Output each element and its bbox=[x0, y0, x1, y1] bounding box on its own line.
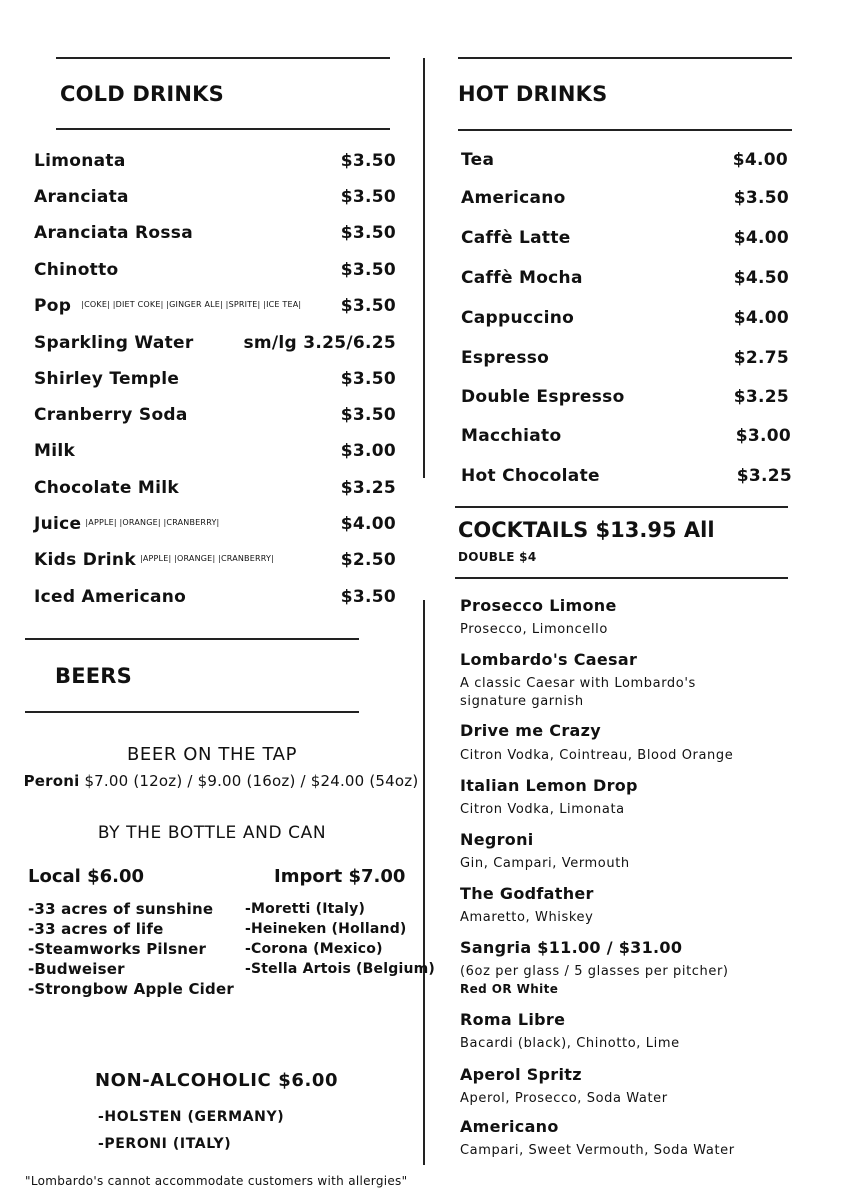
item-price: $3.25 bbox=[340, 478, 396, 498]
local-title: Local $6.00 bbox=[28, 866, 145, 887]
item-name: Caffè Mocha bbox=[461, 268, 583, 288]
item-price: $3.50 bbox=[340, 587, 396, 607]
menu-item bbox=[461, 308, 789, 328]
cocktail-description: Gin, Campari, Vermouth bbox=[460, 856, 630, 871]
item-price: $3.50 bbox=[340, 405, 396, 425]
list-item: -Moretti (Italy) bbox=[245, 901, 366, 917]
item-price: $3.50 bbox=[340, 223, 396, 243]
cocktail-name: Drive me Crazy bbox=[460, 721, 601, 740]
item-price: $3.50 bbox=[340, 151, 396, 171]
import-title: Import $7.00 bbox=[274, 866, 406, 887]
tap-brand: Peroni bbox=[23, 772, 80, 790]
cocktail-name: Sangria $11.00 / $31.00 bbox=[460, 938, 683, 957]
cold-drinks-bottom-rule bbox=[56, 128, 390, 130]
column-divider-top bbox=[423, 58, 425, 478]
item-price: $3.50 bbox=[340, 369, 396, 389]
column-divider-bottom bbox=[423, 600, 425, 1165]
cocktail-name: Aperol Spritz bbox=[460, 1065, 582, 1084]
item-options: |APPLE| |ORANGE| |CRANBERRY| bbox=[85, 518, 220, 527]
item-name: Macchiato bbox=[461, 426, 562, 446]
item-price: $3.50 bbox=[340, 296, 396, 316]
beers-title: BEERS bbox=[55, 664, 132, 688]
item-name: Hot Chocolate bbox=[461, 466, 600, 486]
item-name: Limonata bbox=[34, 151, 126, 171]
cocktail-name: Lombardo's Caesar bbox=[460, 650, 638, 669]
menu-item bbox=[34, 151, 396, 171]
list-item: -PERONI (ITALY) bbox=[98, 1136, 232, 1152]
local-beer-list bbox=[28, 899, 234, 999]
item-price: $3.25 bbox=[736, 466, 792, 486]
menu-item bbox=[34, 550, 396, 570]
menu-item bbox=[461, 188, 789, 208]
cocktail-description: Prosecco, Limoncello bbox=[460, 622, 608, 637]
cocktail-description: (6oz per glass / 5 glasses per pitcher) bbox=[460, 964, 729, 979]
hot-drinks-title: HOT DRINKS bbox=[458, 82, 608, 106]
cocktail-description: Bacardi (black), Chinotto, Lime bbox=[460, 1036, 680, 1051]
import-beer-list bbox=[245, 899, 435, 979]
list-item: -Stella Artois (Belgium) bbox=[245, 961, 435, 977]
cocktail-name: Italian Lemon Drop bbox=[460, 776, 638, 795]
item-name: Iced Americano bbox=[34, 587, 187, 607]
item-price: $4.00 bbox=[732, 150, 788, 170]
cocktail-description: Citron Vodka, Limonata bbox=[460, 802, 625, 817]
cocktail-name: The Godfather bbox=[460, 884, 594, 903]
cocktail-name: Americano bbox=[460, 1117, 559, 1136]
item-price: $4.00 bbox=[340, 514, 396, 534]
list-item: -Corona (Mexico) bbox=[245, 941, 383, 957]
item-name: Chocolate Milk bbox=[34, 478, 179, 498]
menu-item bbox=[34, 369, 396, 389]
menu-item bbox=[461, 426, 791, 446]
tap-prices-line bbox=[22, 772, 420, 790]
list-item: -Steamworks Pilsner bbox=[28, 940, 207, 958]
item-name: Cranberry Soda bbox=[34, 405, 188, 425]
item-name: Milk bbox=[34, 441, 76, 461]
item-name: Cappuccino bbox=[461, 308, 575, 328]
item-price: $3.00 bbox=[340, 441, 396, 461]
item-price: sm/lg 3.25/6.25 bbox=[243, 333, 396, 353]
hot-drinks-bottom-rule bbox=[458, 129, 792, 131]
item-name: Double Espresso bbox=[461, 387, 625, 407]
cocktail-description: Campari, Sweet Vermouth, Soda Water bbox=[460, 1143, 735, 1158]
cold-drinks-top-rule bbox=[56, 57, 390, 59]
menu-item bbox=[461, 387, 789, 407]
menu-item bbox=[461, 348, 789, 368]
item-price: $3.50 bbox=[733, 188, 789, 208]
item-price: $4.00 bbox=[733, 228, 789, 248]
item-name: Aranciata bbox=[34, 187, 129, 207]
cocktail-name: Prosecco Limone bbox=[460, 596, 617, 615]
menu-item bbox=[34, 514, 396, 534]
cocktails-title: COCKTAILS $13.95 All bbox=[458, 518, 715, 542]
item-name: Caffè Latte bbox=[461, 228, 571, 248]
list-item: -33 acres of sunshine bbox=[28, 900, 214, 918]
menu-item bbox=[34, 260, 396, 280]
cocktails-bottom-rule bbox=[455, 577, 788, 579]
item-name: Tea bbox=[461, 150, 495, 170]
hot-drinks-top-rule bbox=[458, 57, 792, 59]
cocktail-description: Aperol, Prosecco, Soda Water bbox=[460, 1091, 668, 1106]
non-alcoholic-list bbox=[98, 1104, 284, 1158]
item-name: Sparkling Water bbox=[34, 333, 194, 353]
tap-title: BEER ON THE TAP bbox=[126, 744, 298, 765]
menu-item bbox=[34, 587, 396, 607]
menu-item bbox=[34, 405, 396, 425]
menu-item bbox=[461, 150, 788, 170]
cocktail-description: A classic Caesar with Lombardo's signature garnish bbox=[460, 676, 696, 709]
menu-item bbox=[461, 466, 792, 486]
item-price: $3.50 bbox=[340, 260, 396, 280]
menu-item bbox=[34, 223, 396, 243]
beers-top-rule bbox=[25, 638, 359, 640]
item-options: |COKE| |DIET COKE| |GINGER ALE| |SPRITE| |ICE TEA| bbox=[81, 300, 302, 309]
item-name: Espresso bbox=[461, 348, 550, 368]
list-item: -33 acres of life bbox=[28, 920, 164, 938]
item-price: $2.50 bbox=[340, 550, 396, 570]
cocktail-description: Amaretto, Whiskey bbox=[460, 910, 594, 925]
cocktail-name: Negroni bbox=[460, 830, 534, 849]
tap-prices: $7.00 (12oz) / $9.00 (16oz) / $24.00 (54oz) bbox=[84, 772, 419, 790]
menu-item bbox=[34, 478, 396, 498]
list-item: -Budweiser bbox=[28, 960, 125, 978]
non-alcoholic-title: NON-ALCOHOLIC $6.00 bbox=[95, 1070, 339, 1091]
menu-item bbox=[34, 296, 396, 316]
menu-item bbox=[461, 268, 789, 288]
beers-bottom-rule bbox=[25, 711, 359, 713]
item-name: Pop bbox=[34, 296, 72, 316]
item-name: Aranciata Rossa bbox=[34, 223, 193, 243]
allergy-disclaimer: "Lombardo's cannot accommodate customers with allergies" bbox=[25, 1174, 408, 1188]
item-name: Juice bbox=[34, 514, 82, 534]
item-name: Kids Drink bbox=[34, 550, 136, 570]
list-item: -Heineken (Holland) bbox=[245, 921, 407, 937]
cocktail-description: Citron Vodka, Cointreau, Blood Orange bbox=[460, 748, 734, 763]
menu-item bbox=[461, 228, 789, 248]
item-name: Shirley Temple bbox=[34, 369, 180, 389]
item-price: $4.50 bbox=[733, 268, 789, 288]
item-price: $4.00 bbox=[733, 308, 789, 328]
item-price: $2.75 bbox=[733, 348, 789, 368]
list-item: -Strongbow Apple Cider bbox=[28, 980, 234, 998]
menu-item bbox=[34, 333, 396, 353]
item-price: $3.50 bbox=[340, 187, 396, 207]
item-name: Chinotto bbox=[34, 260, 119, 280]
item-options: |APPLE| |ORANGE| |CRANBERRY| bbox=[139, 554, 274, 563]
cocktails-top-rule bbox=[455, 506, 788, 508]
cocktail-name: Roma Libre bbox=[460, 1010, 566, 1029]
item-price: $3.25 bbox=[733, 387, 789, 407]
item-name: Americano bbox=[461, 188, 566, 208]
item-price: $3.00 bbox=[735, 426, 791, 446]
menu-item bbox=[34, 187, 396, 207]
cold-drinks-title: COLD DRINKS bbox=[60, 82, 224, 106]
bottle-title: BY THE BOTTLE AND CAN bbox=[97, 823, 327, 843]
list-item: -HOLSTEN (GERMANY) bbox=[98, 1109, 285, 1125]
menu-item bbox=[34, 441, 396, 461]
cocktail-note: Red OR White bbox=[460, 982, 559, 996]
cocktails-subtitle: DOUBLE $4 bbox=[458, 550, 537, 564]
